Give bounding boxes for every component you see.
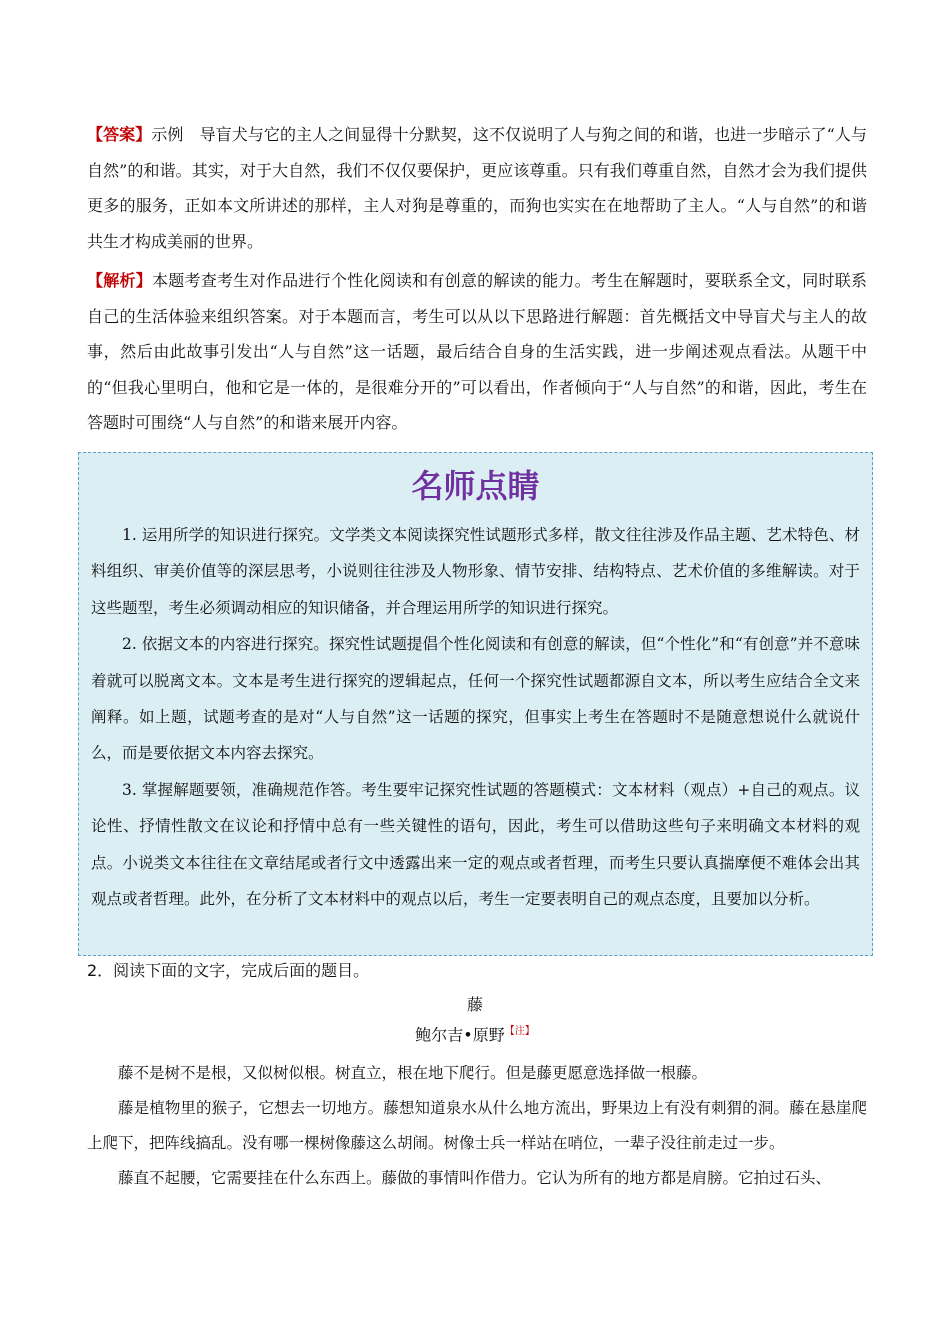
author-name: 鲍尔吉•原野 [415,1025,505,1045]
reading-title: 藤 [466,995,483,1014]
answer-text: 示例 导盲犬与它的主人之间显得十分默契，这不仅说明了人与狗之间的和谐，也进一步暗示了“人与自然”的和谐。其实，对于大自然，我们不仅仅要保护，更应该尊重。只有我们尊重自然，自然才会为我们提供更多的服务，正如本文所讲述的那样，主人对狗是尊重的，而狗也实实在在地帮助了主人。“人与自然”的和谐共生才构成美丽的世界。 [87,125,867,251]
reading-author [0,1022,950,1045]
author-note-marker: 【注】 [504,1026,535,1037]
passage-paragraph-2: 藤是植物里的猴子，它想去一切地方。藤想知道泉水从什么地方流出，野果边上有没有刺猬的洞。藤在悬崖爬上爬下，把阵线搞乱。没有哪一棵树像藤这么胡闹。树像士兵一样站在哨位，一辈子没往前走过一步。 [87,1099,867,1152]
tip-paragraph-2: 2. 依据文本的内容进行探究。探究性试题提倡个性化阅读和有创意的解读，但“个性化”和“有创意”并不意味着就可以脱离文本。文本是考生进行探究的逻辑起点，任何一个探究性试题都源自文本，所以考生应结合全文来阐释。如上题，试题考查的是对“人与自然”这一话题的探究，但事实上考生在答题时不是随意想说什么就说什么，而是要依据文本内容去探究。 [91,635,860,763]
teacher-tips-title: 名师点睛 [411,467,540,505]
analysis-paragraph [87,263,867,441]
analysis-text: 本题考查考生对作品进行个性化阅读和有创意的解读的能力。考生在解题时，要联系全文，同时联系自己的生活体验来组织答案。对于本题而言，考生可以从以下思路进行解题：首先概括文中导盲犬与主人的故事，然后由此故事引发出“人与自然”这一话题，最后结合自身的生活实践，进一步阐述观点看法。从题干中的“但我心里明白，他和它是一体的，是很难分开的”可以看出，作者倾向于“人与自然”的和谐，因此，考生在答题时可围绕“人与自然”的和谐来展开内容。 [87,271,867,432]
tip-paragraph-3: 3. 掌握解题要领，准确规范作答。考生要牢记探究性试题的答题模式：文本材料（观点）+自己的观点。议论性、抒情性散文在议论和抒情中总有一些关键性的语句，因此，考生可以借助这些句子来明确文本材料的观点。小说类文本往往在文章结尾或者行文中透露出来一定的观点或者哲理，而考生只要认真揣摩便不难体会出其观点或者哲理。此外，在分析了文本材料中的观点以后，考生一定要表明自己的观点态度，且要加以分析。 [91,780,860,909]
teacher-tips-body [91,517,860,917]
tip-paragraph-1: 1. 运用所学的知识进行探究。文学类文本阅读探究性试题形式多样，散文往往涉及作品主题、艺术特色、材料组织、审美价值等的深层思考，小说则往往涉及人物形象、情节安排、结构特点、艺术价值的多维解读。对于这些题型，考生必须调动相应的知识储备，并合理运用所学的知识进行探究。 [91,526,860,617]
answer-paragraph [87,117,867,259]
passage-paragraph-3: 藤直不起腰，它需要挂在什么东西上。藤做的事情叫作借力。它认为所有的地方都是肩膀。它拍过石头、 [118,1169,832,1187]
analysis-tag: 【解析】 [87,271,153,290]
answer-tag: 【答案】 [87,125,152,144]
question-prompt: 2．阅读下面的文字，完成后面的题目。 [87,961,370,980]
teacher-tips-box [78,452,873,956]
passage-paragraph-1: 藤不是树不是根，又似树似根。树直立，根在地下爬行。但是藤更愿意选择做一根藤。 [118,1064,708,1082]
reading-passage [87,1056,867,1196]
